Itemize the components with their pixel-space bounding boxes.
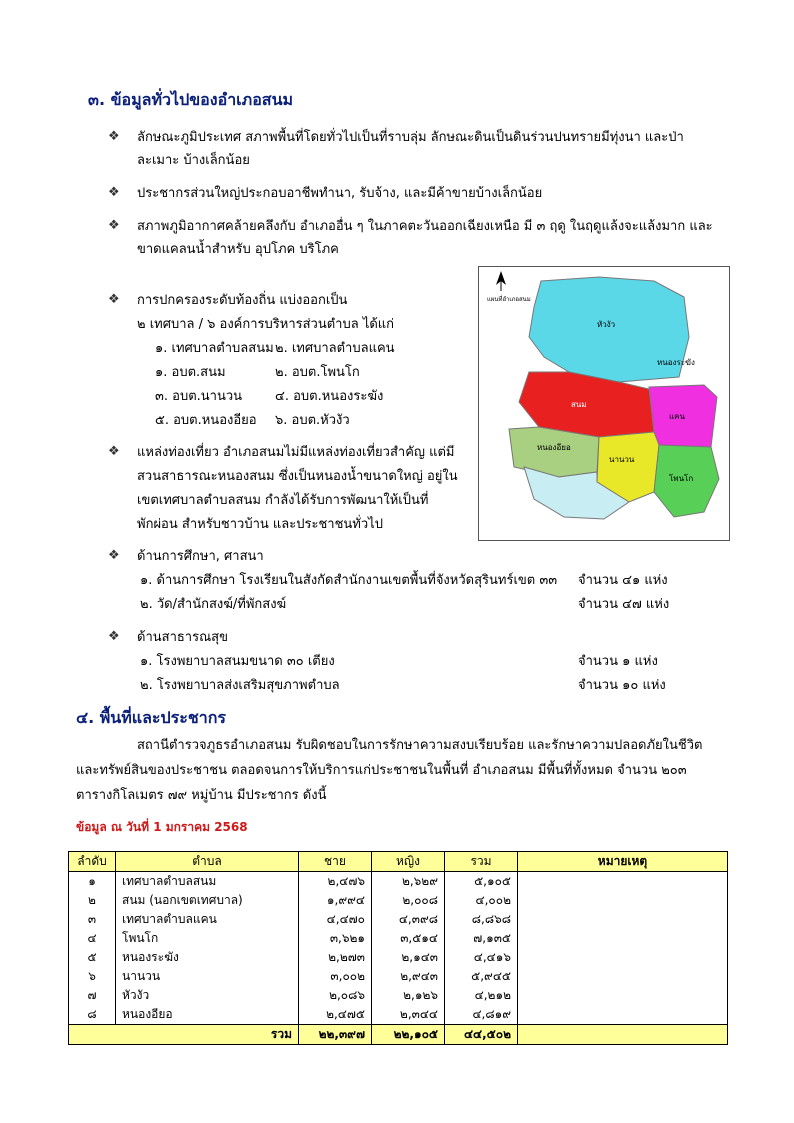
table-row [69,986,728,1005]
cell-total: ๔,๘๑๙ [445,1005,518,1025]
total-label: รวม [69,1025,299,1045]
cell-subdistrict: หัวงัว [116,986,299,1005]
cell-male: ๓,๖๒๑ [299,929,372,948]
tourism-line-4: พักผ่อน สำหรับชาวบ้าน และประชาชนทั่วไป [137,517,383,532]
cell-remark [518,910,728,929]
cell-female: ๔,๓๙๘ [372,910,445,929]
col-header-total: รวม [445,852,518,872]
cell-female: ๒,๐๐๘ [372,891,445,910]
col-header-no: ลำดับ [69,852,116,872]
tourism-line-1: แหล่งท่องเที่ยว อำเภอสนมไม่มีแหล่งท่องเที่ยวสำคัญ แต่มี [137,445,455,460]
table-total-row [69,1025,728,1045]
table-row [69,967,728,986]
terrain-line-1: ลักษณะภูมิประเทศ สภาพพื้นที่โดยทั่วไปเป็นที่ราบลุ่ม ลักษณะดินเป็นดินร่วนปนทรายมีทุ่งนา และป่า [137,130,684,145]
gov-item: ๑. เทศบาลตำบลสนม [155,341,274,356]
map-label: โพนโก [669,474,694,483]
cell-no: ๕ [69,948,116,967]
cell-total: ๕,๑๐๕ [445,872,518,892]
tourism-line-3: เขตเทศบาลตำบลสนม กำลังได้รับการพัฒนาให้เป็นที่ [137,493,429,508]
total-female: ๒๒,๑๐๕ [372,1025,445,1045]
gov-item: ๒. เทศบาลตำบลแคน [275,341,395,356]
cell-female: ๒,๖๒๙ [372,872,445,892]
cell-no: ๒ [69,891,116,910]
gov-item: ๖. อบต.หัวงัว [275,413,350,428]
education-count: จำนวน ๔๗ แห่ง [578,597,670,612]
cell-subdistrict: สนม (นอกเขตเทศบาล) [116,891,299,910]
map-label: สนม [571,400,587,409]
area-paragraph-line-1: สถานีตำรวจภูธรอำเภอสนม รับผิดชอบในการรักษาความสงบเรียบร้อย และรักษาความปลอดภัยในชีวิต [137,738,703,753]
district-map [478,266,730,541]
col-header-male: ชาย [299,852,372,872]
population-table [68,851,728,1045]
compass-icon [496,271,506,291]
cell-subdistrict: โพนโก [116,929,299,948]
health-item: ๑. โรงพยาบาลสนมขนาด ๓๐ เตียง [140,654,335,669]
tourism-line-2: สวนสาธารณะหนองสนม ซึ่งเป็นหนองน้ำขนาดใหญ่ อยู่ใน [137,469,458,484]
cell-female: ๒,๓๔๔ [372,1005,445,1025]
cell-subdistrict: เทศบาลตำบลสนม [116,872,299,892]
cell-remark [518,872,728,892]
cell-remark [518,929,728,948]
cell-no: ๓ [69,910,116,929]
education-item: ๒. วัด/สำนักสงฆ์/ที่พักสงฆ์ [140,597,287,612]
table-row [69,891,728,910]
terrain-line-2: ละเมาะ บ้างเล็กน้อย [137,153,250,168]
cell-remark [518,986,728,1005]
map-label: หนองอียอ [537,443,571,452]
cell-subdistrict: หนองระฆัง [116,948,299,967]
gov-item: ๔. อบต.หนองระฆัง [275,389,384,404]
cell-male: ๒,๒๗๓ [299,948,372,967]
cell-female: ๓,๕๑๔ [372,929,445,948]
cell-total: ๕,๙๔๕ [445,967,518,986]
col-header-remark: หมายเหตุ [518,852,728,872]
education-count: จำนวน ๔๑ แห่ง [578,573,668,588]
cell-subdistrict: นานวน [116,967,299,986]
gov-item: ๑. อบต.สนม [155,365,226,380]
cell-male: ๒,๔๗๖ [299,872,372,892]
climate-line-2: ขาดแคลนน้ำสำหรับ อุปโภค บริโภค [137,242,339,257]
bullet-icon: ❖ [108,548,120,563]
cell-no: ๔ [69,929,116,948]
education-item: ๑. ด้านการศึกษา โรงเรียนในสังกัดสำนักงานเขตพื้นที่จังหวัดสุรินทร์เขต ๓๓ [140,573,558,588]
cell-remark [518,948,728,967]
health-count: จำนวน ๑๐ แห่ง [578,678,666,693]
col-header-female: หญิง [372,852,445,872]
gov-item: ๒. อบต.โพนโก [275,365,360,380]
table-header-row [69,852,728,872]
bullet-icon: ❖ [108,218,120,233]
bullet-icon: ❖ [108,129,120,144]
map-label: หนองระฆัง [657,358,695,367]
health-count: จำนวน ๑ แห่ง [578,654,658,669]
cell-total: ๔,๔๑๖ [445,948,518,967]
map-label: หัวงัว [597,320,616,329]
cell-male: ๑,๙๙๔ [299,891,372,910]
cell-female: ๒,๙๔๓ [372,967,445,986]
area-paragraph-line-3: ตารางกิโลเมตร ๗๙ หมู่บ้าน มีประชากร ดังนี้ [76,788,327,803]
cell-subdistrict: เทศบาลตำบลแคน [116,910,299,929]
map-caption: แผนที่อำเภอสนม [487,296,531,303]
cell-no: ๘ [69,1005,116,1025]
gov-line-2: ๒ เทศบาล / ๖ องค์การบริหารส่วนตำบล ได้แก่ [137,317,395,332]
health-item: ๒. โรงพยาบาลส่งเสริมสุขภาพตำบล [140,678,340,693]
total-male: ๒๒,๓๙๗ [299,1025,372,1045]
cell-male: ๔,๔๗๐ [299,910,372,929]
total-remark [518,1025,728,1045]
bullet-icon: ❖ [108,185,120,200]
cell-total: ๗,๑๓๕ [445,929,518,948]
gov-item: ๕. อบต.หนองอียอ [155,413,257,428]
occupation-line: ประชากรส่วนใหญ่ประกอบอาชีพทำนา, รับจ้าง, และมีค้าขายบ้างเล็กน้อย [137,186,543,201]
section-3-title: ๓. ข้อมูลทั่วไปของอำเภอสนม [88,90,294,109]
table-row [69,1005,728,1025]
health-heading: ด้านสาธารณสุข [137,630,228,645]
map-label: นานวน [609,455,635,464]
cell-no: ๗ [69,986,116,1005]
total-sum: ๔๔,๕๐๒ [445,1025,518,1045]
cell-no: ๑ [69,872,116,892]
gov-item: ๓. อบต.นานวน [155,389,243,404]
cell-female: ๒,๑๔๓ [372,948,445,967]
cell-male: ๒,๔๗๕ [299,1005,372,1025]
cell-male: ๓,๐๐๒ [299,967,372,986]
cell-female: ๒,๑๒๖ [372,986,445,1005]
cell-no: ๖ [69,967,116,986]
cell-total: ๔,๐๐๒ [445,891,518,910]
education-heading: ด้านการศึกษา, ศาสนา [137,549,264,564]
table-row [69,948,728,967]
table-row [69,872,728,892]
bullet-icon: ❖ [108,444,120,459]
col-header-subdistrict: ตำบล [116,852,299,872]
bullet-icon: ❖ [108,629,120,644]
cell-remark [518,1005,728,1025]
map-label: แคน [669,412,685,421]
cell-subdistrict: หนองอียอ [116,1005,299,1025]
table-row [69,929,728,948]
cell-remark [518,891,728,910]
section-4-title: ๔. พื้นที่และประชากร [76,708,226,727]
cell-total: ๘,๘๖๘ [445,910,518,929]
bullet-icon: ❖ [108,292,120,307]
table-row [69,910,728,929]
district-map-svg [479,267,729,540]
area-paragraph-line-2: และทรัพย์สินของประชาชน ตลอดจนการให้บริการแก่ประชาชนในพื้นที่ อำเภอสนม มีพื้นที่ทั้งหมด จำนวน ๒๐๓ [76,763,687,778]
cell-male: ๒,๐๘๖ [299,986,372,1005]
map-region [509,427,599,477]
cell-remark [518,967,728,986]
climate-line-1: สภาพภูมิอากาศคล้ายคลึงกับ อำเภออื่น ๆ ในภาคตะวันออกเฉียงเหนือ มี ๓ ฤดู ในฤดูแล้งจะแล้งมาก และ [137,219,713,234]
cell-total: ๔,๒๑๒ [445,986,518,1005]
gov-line-1: การปกครองระดับท้องถิ่น แบ่งออกเป็น [137,293,348,308]
data-date-note: ข้อมูล ณ วันที่ 1 มกราคม 2568 [76,820,248,834]
